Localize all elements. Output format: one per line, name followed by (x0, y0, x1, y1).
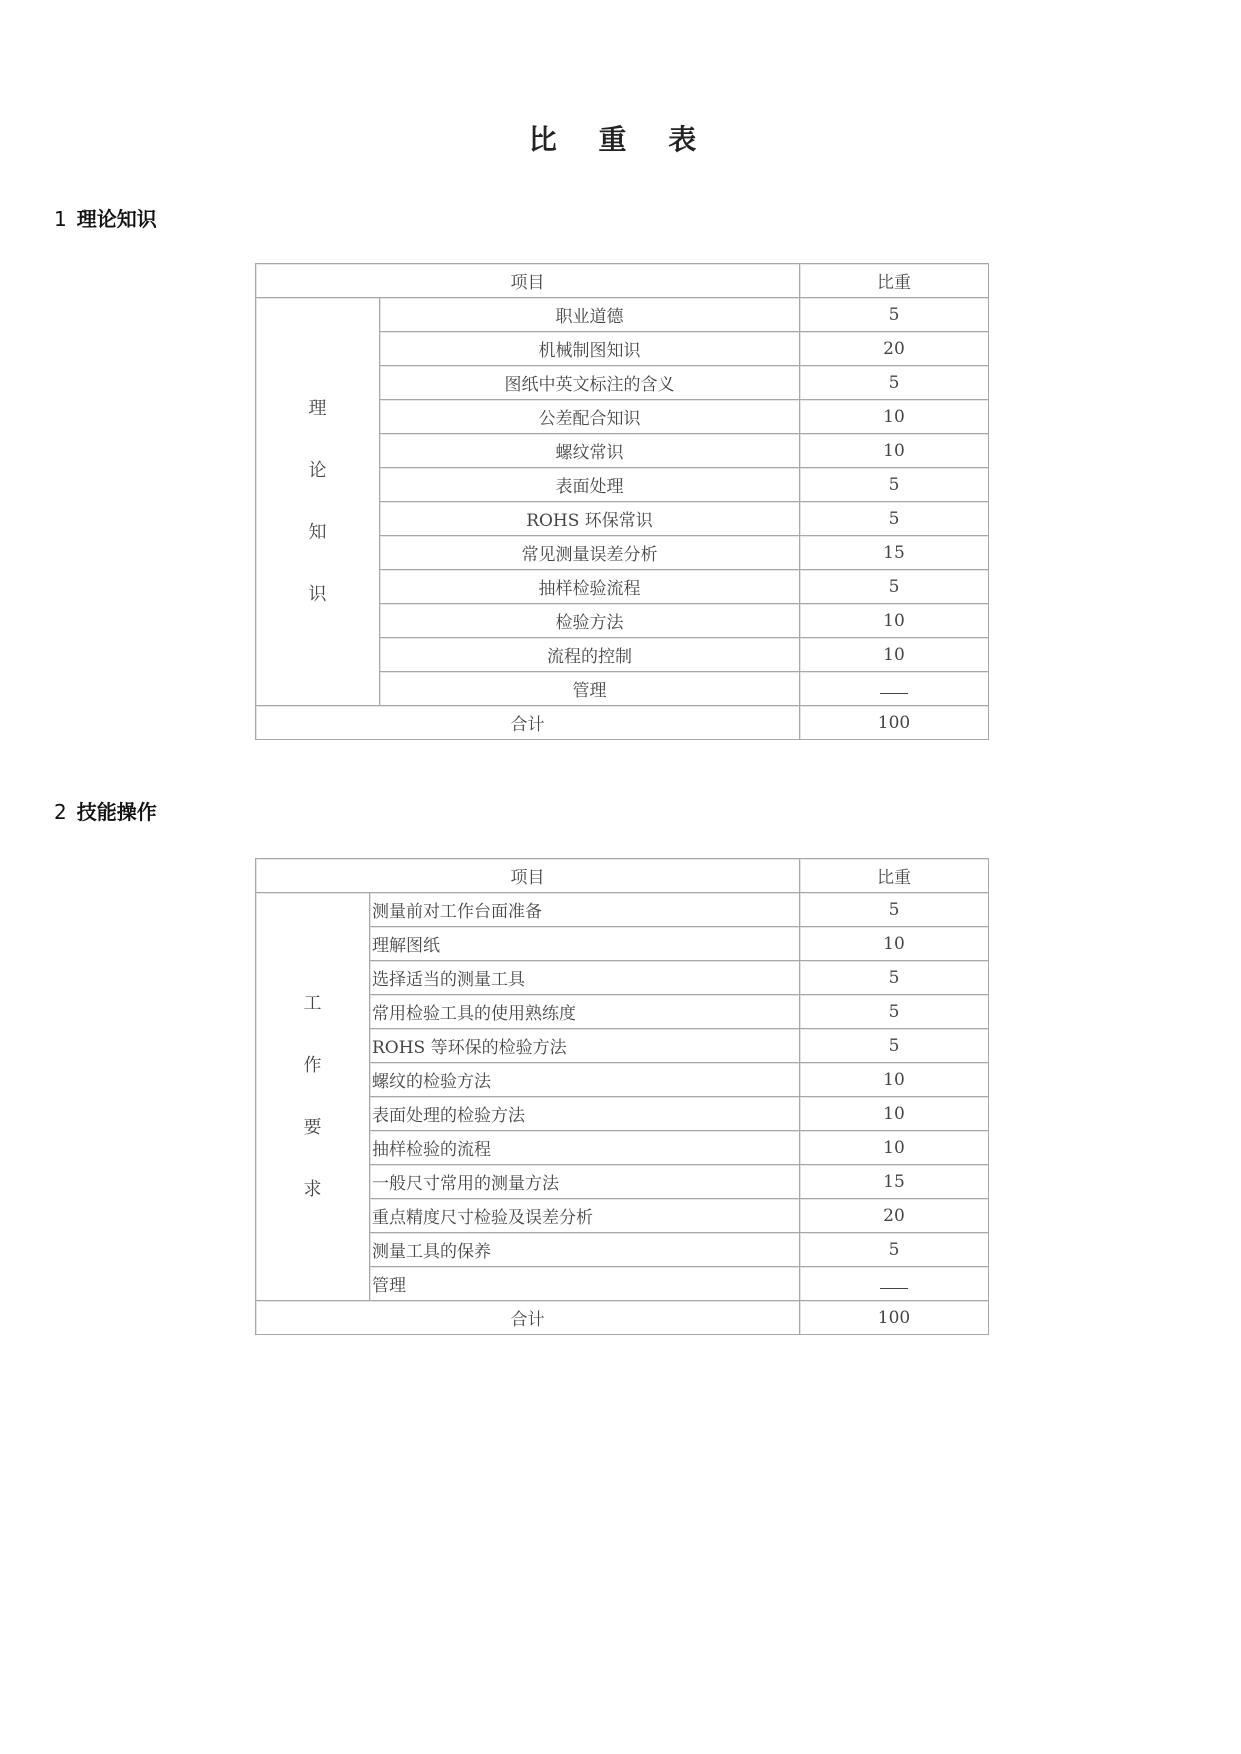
weight-cell: 15 (800, 536, 988, 570)
group-char: 知 (308, 521, 327, 543)
group-label-skills (256, 893, 370, 1301)
group-label-theory (256, 298, 380, 706)
weight-cell: 5 (800, 1233, 988, 1267)
header-item: 项目 (256, 859, 800, 893)
item-cell: 常见测量误差分析 (380, 536, 800, 570)
section-heading-skills (54, 796, 157, 825)
weight-cell: 10 (800, 1097, 988, 1131)
item-cell: 表面处理的检验方法 (370, 1097, 800, 1131)
table-row (256, 893, 988, 927)
item-cell: 测量工具的保养 (370, 1233, 800, 1267)
item-cell: 抽样检验的流程 (370, 1131, 800, 1165)
item-cell: ROHS 环保常识 (380, 502, 800, 536)
section-title: 理论知识 (76, 207, 157, 231)
weight-cell: 5 (800, 995, 988, 1029)
item-cell: 测量前对工作台面准备 (370, 893, 800, 927)
group-char: 作 (303, 1054, 322, 1076)
weight-cell-empty (800, 672, 988, 706)
item-cell: 机械制图知识 (380, 332, 800, 366)
weight-cell: 5 (800, 961, 988, 995)
skills-weight-table (255, 858, 989, 1335)
total-label: 合计 (256, 1301, 800, 1334)
item-cell: 图纸中英文标注的含义 (380, 366, 800, 400)
weight-cell: 10 (800, 400, 988, 434)
item-cell: 螺纹的检验方法 (370, 1063, 800, 1097)
item-cell: 管理 (380, 672, 800, 706)
item-cell: 流程的控制 (380, 638, 800, 672)
item-cell: 检验方法 (380, 604, 800, 638)
item-cell: 螺纹常识 (380, 434, 800, 468)
item-cell: 公差配合知识 (380, 400, 800, 434)
weight-cell: 5 (800, 298, 988, 332)
weight-cell: 5 (800, 366, 988, 400)
weight-cell: 10 (800, 638, 988, 672)
weight-cell: 5 (800, 468, 988, 502)
header-weight: 比重 (800, 859, 988, 893)
weight-cell: 10 (800, 1063, 988, 1097)
section-title: 技能操作 (76, 800, 157, 824)
weight-cell: 15 (800, 1165, 988, 1199)
group-char: 要 (303, 1116, 322, 1138)
weight-cell: 10 (800, 434, 988, 468)
page-title: 比 重 表 (528, 123, 713, 156)
table-total-row (256, 706, 988, 739)
group-char: 工 (303, 992, 322, 1014)
total-weight: 100 (800, 706, 988, 739)
weight-cell: 10 (800, 604, 988, 638)
weight-cell: 10 (800, 1131, 988, 1165)
group-char: 求 (303, 1178, 322, 1200)
total-weight: 100 (800, 1301, 988, 1334)
table-header-row (256, 264, 988, 298)
item-cell: 抽样检验流程 (380, 570, 800, 604)
weight-cell: 20 (800, 332, 988, 366)
theory-weight-table (255, 263, 989, 740)
table-row (256, 298, 988, 332)
weight-cell: 5 (800, 1029, 988, 1063)
item-cell: 常用检验工具的使用熟练度 (370, 995, 800, 1029)
table-header-row (256, 859, 988, 893)
weight-cell: 20 (800, 1199, 988, 1233)
item-cell: 表面处理 (380, 468, 800, 502)
total-label: 合计 (256, 706, 800, 739)
weight-cell-empty (800, 1267, 988, 1301)
section-number: 2 (54, 800, 67, 824)
weight-cell: 5 (800, 502, 988, 536)
item-cell: 选择适当的测量工具 (370, 961, 800, 995)
weight-cell: 5 (800, 893, 988, 927)
blank-dash (880, 1278, 908, 1289)
header-weight: 比重 (800, 264, 988, 298)
item-cell: ROHS 等环保的检验方法 (370, 1029, 800, 1063)
group-char: 理 (308, 397, 327, 419)
blank-dash (880, 683, 908, 694)
group-char: 识 (308, 583, 327, 605)
item-cell: 管理 (370, 1267, 800, 1301)
table-total-row (256, 1301, 988, 1334)
weight-cell: 10 (800, 927, 988, 961)
item-cell: 职业道德 (380, 298, 800, 332)
section-heading-theory (54, 203, 157, 232)
item-cell: 一般尺寸常用的测量方法 (370, 1165, 800, 1199)
section-number: 1 (54, 207, 67, 231)
weight-cell: 5 (800, 570, 988, 604)
item-cell: 理解图纸 (370, 927, 800, 961)
item-cell: 重点精度尺寸检验及误差分析 (370, 1199, 800, 1233)
header-item: 项目 (256, 264, 800, 298)
group-char: 论 (308, 459, 327, 481)
